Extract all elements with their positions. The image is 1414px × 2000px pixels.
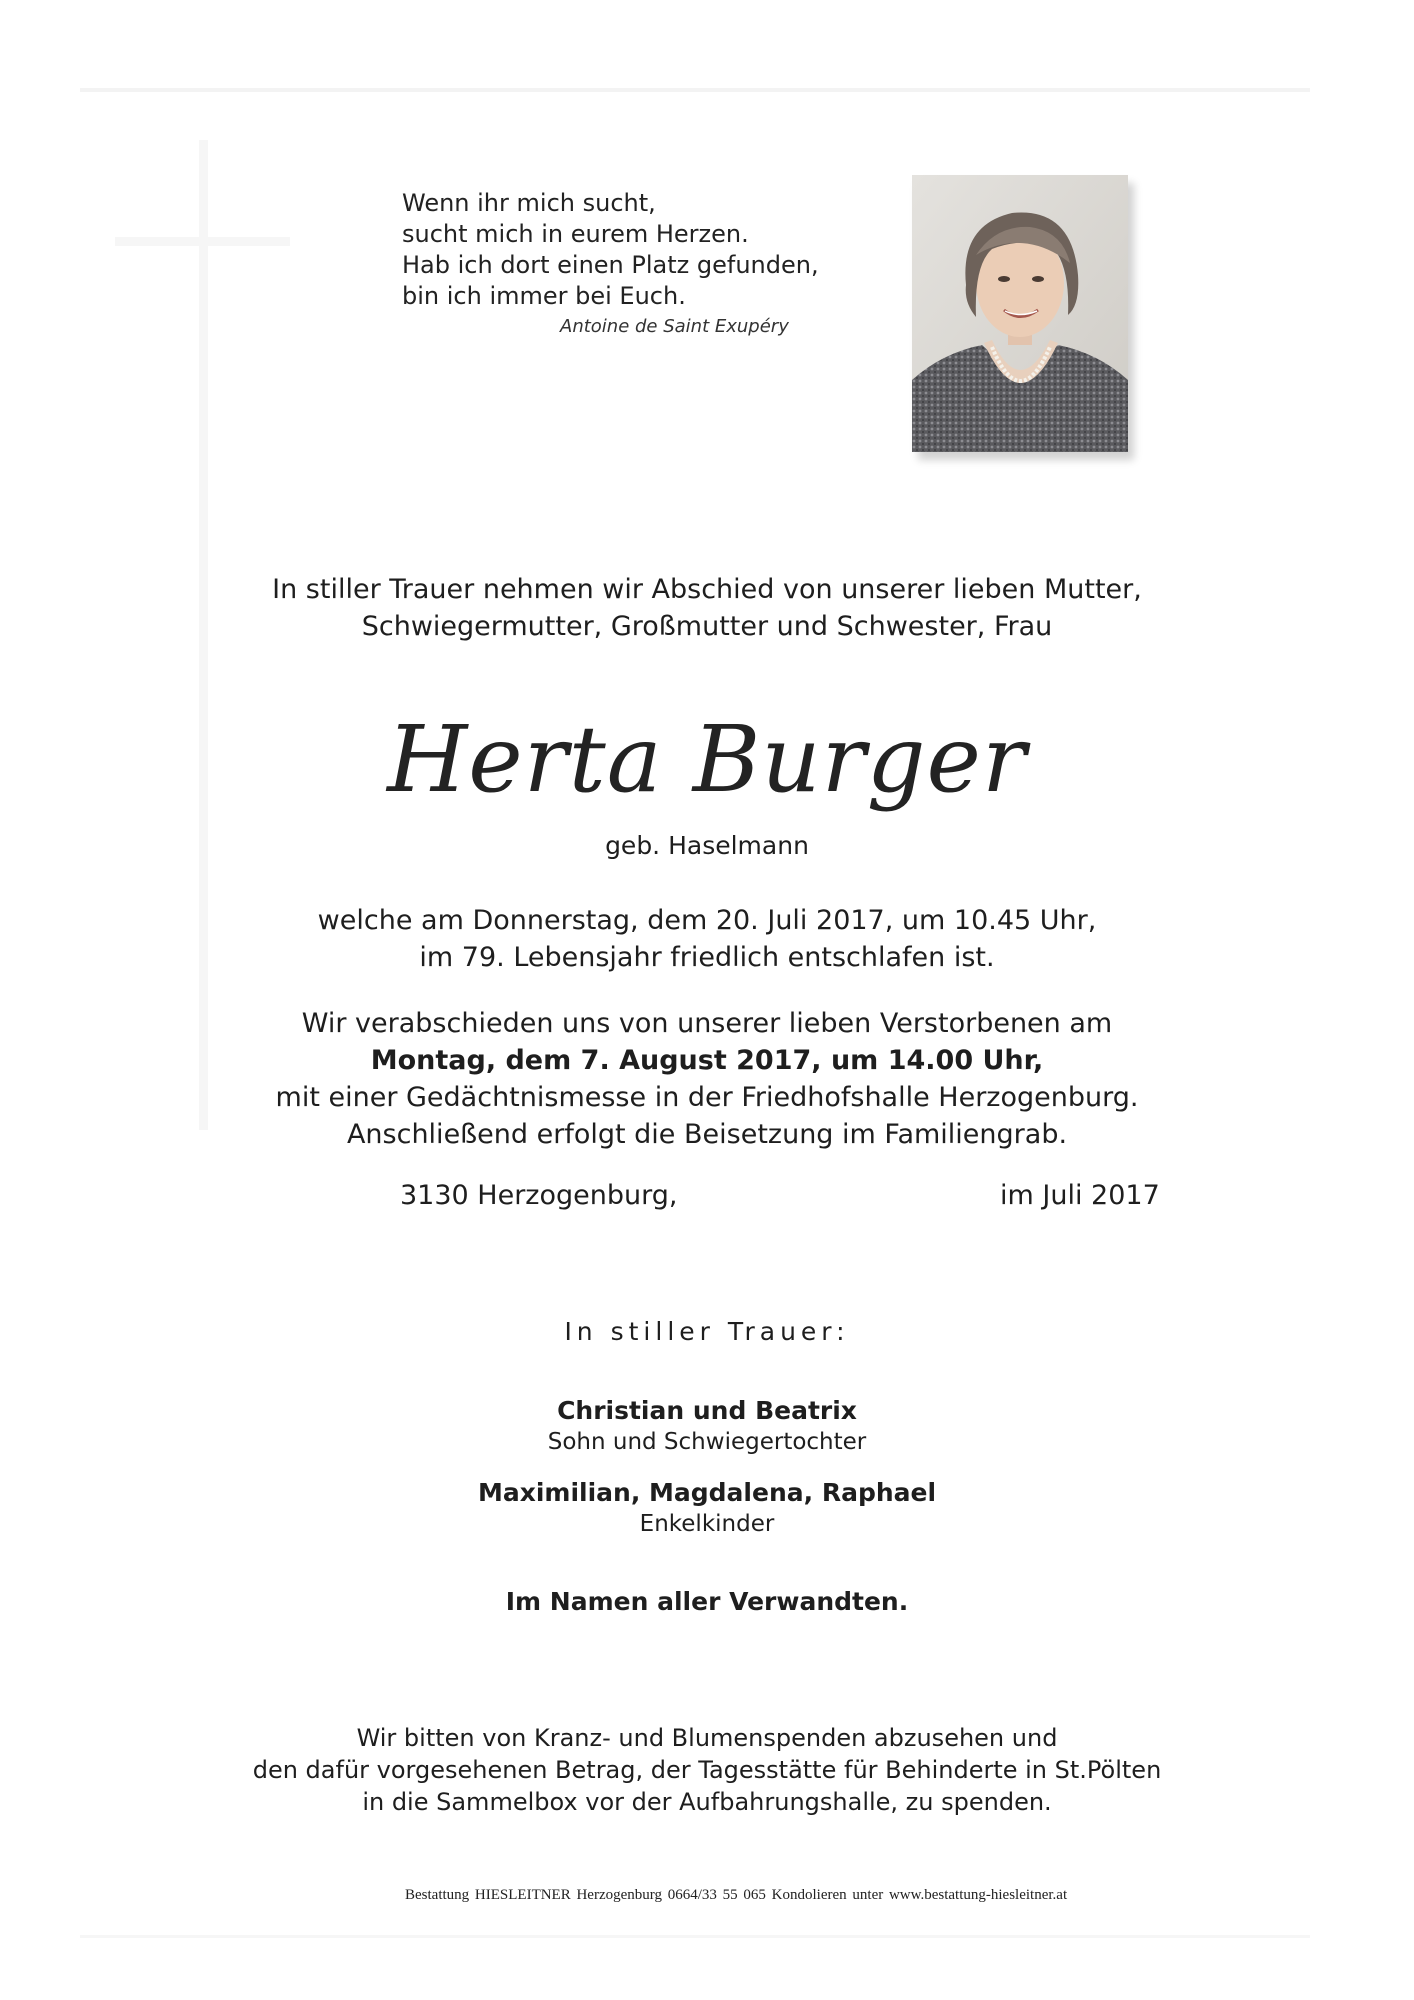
portrait-photo — [912, 175, 1128, 452]
service-line: mit einer Gedächtnismesse in der Friedhofshalle Herzogenburg. — [275, 1082, 1139, 1113]
mourner-relation: Enkelkinder — [639, 1511, 775, 1537]
cross-watermark-horizontal — [115, 237, 290, 246]
poem-author: Antoine de Saint Exupéry — [560, 316, 789, 337]
poem — [402, 188, 819, 312]
scan-edge-top — [80, 88, 1310, 92]
family-closing: Im Namen aller Verwandten. — [505, 1587, 909, 1616]
poem-line: Wenn ihr mich sucht, — [402, 189, 656, 217]
poem-line: Hab ich dort einen Platz gefunden, — [402, 251, 819, 279]
donation-line: in die Sammelbox vor der Aufbahrungshalle, zu spenden. — [362, 1788, 1052, 1816]
intro-line: Schwiegermutter, Großmutter und Schwester, Frau — [361, 611, 1053, 642]
death-line: welche am Donnerstag, dem 20. Juli 2017, um 10.45 Uhr, — [317, 905, 1097, 936]
service-line: Anschließend erfolgt die Beisetzung im Familiengrab. — [346, 1119, 1068, 1150]
service-line: Wir verabschieden uns von unserer lieben Verstorbenen am — [301, 1008, 1113, 1039]
portrait-photo-image — [912, 175, 1128, 452]
poem-line: bin ich immer bei Euch. — [402, 282, 686, 310]
donation-line: den dafür vorgesehenen Betrag, der Tagesstätte für Behinderte in St.Pölten — [252, 1756, 1162, 1784]
intro-line: In stiller Trauer nehmen wir Abschied von unserer lieben Mutter, — [272, 574, 1142, 605]
notice-date: im Juli 2017 — [1000, 1180, 1160, 1211]
service-date: Montag, dem 7. August 2017, um 14.00 Uhr, — [370, 1045, 1044, 1076]
poem-line: sucht mich in eurem Herzen. — [402, 220, 749, 248]
death-notice — [0, 902, 1414, 976]
donation-request — [0, 1722, 1414, 1818]
mourner-relation: Sohn und Schwiegertochter — [547, 1429, 867, 1455]
mourner-names: Christian und Beatrix — [557, 1396, 857, 1425]
intro-text — [0, 571, 1414, 645]
funeral-home-footer: Bestattung HIESLEITNER Herzogenburg 0664/33 55 065 Kondolieren unter www.bestattung-hiesleitner.at — [405, 1887, 1068, 1903]
mourner-group — [0, 1477, 1414, 1539]
donation-line: Wir bitten von Kranz- und Blumenspenden abzusehen und — [356, 1724, 1058, 1752]
maiden-name: geb. Haselmann — [605, 831, 809, 860]
deceased-name: Herta Burger — [387, 706, 1027, 813]
place: 3130 Herzogenburg, — [400, 1180, 678, 1211]
death-line: im 79. Lebensjahr friedlich entschlafen ist. — [419, 942, 995, 973]
scan-edge-bottom — [80, 1935, 1310, 1938]
mourners-heading: In stiller Trauer: — [564, 1317, 850, 1346]
mourner-group — [0, 1395, 1414, 1457]
service-info — [0, 1005, 1414, 1153]
mourner-names: Maximilian, Magdalena, Raphael — [477, 1478, 937, 1507]
